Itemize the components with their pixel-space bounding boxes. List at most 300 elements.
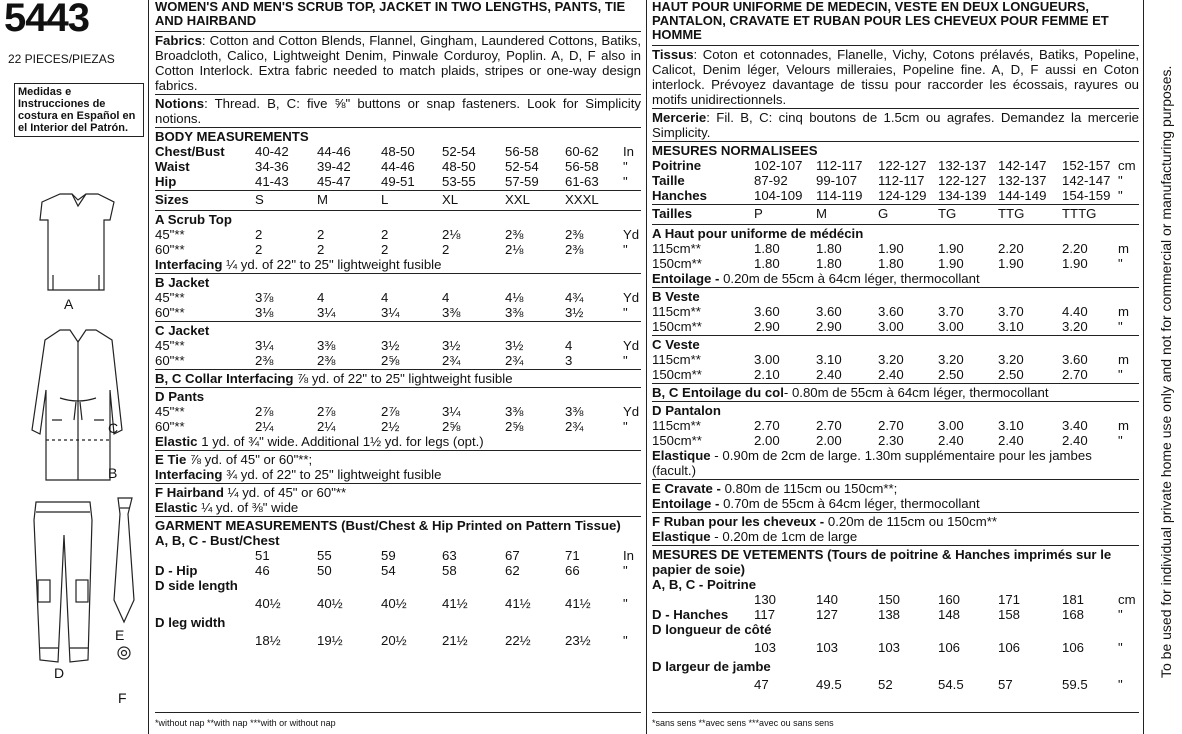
section-title: B Jacket [155,275,210,290]
row-value: 56-58 [505,144,539,159]
row-value: 3.20 [938,352,964,367]
row-value: 132-137 [938,158,987,173]
pieces-count: 22 PIECES/PIEZAS [8,52,115,66]
fr-sizes-row [652,206,1139,223]
row-label: Waist [155,159,190,174]
fr-section-6-title [652,514,1139,529]
row-unit: " [623,633,628,648]
row-value: 3.70 [998,304,1024,319]
note-text: - 0.90m de 2cm de large. 1.30m supplémentaire pour les jambes (facult.) [652,448,1092,478]
row-value: 54.5 [938,677,964,692]
row-value: 2.20 [998,241,1024,256]
fr-rule-notions [652,141,1139,142]
row-label: 45"** [155,227,185,242]
en-rule-section-3 [155,387,641,388]
view-label-a: A [64,296,74,312]
garment-row-label: D longueur de côté [652,622,772,637]
row-value: 2⅝ [505,419,524,434]
fabrics-label: Fabrics [155,33,202,48]
row-label: 60"** [155,242,185,257]
row-unit: cm [1118,592,1136,607]
row-unit: m [1118,241,1129,256]
row-value: 4 [381,290,389,305]
row-value: 138 [878,607,901,622]
row-value: 2⅜ [565,227,584,242]
row-value: 122-127 [938,173,987,188]
row-value: 2⅝ [442,419,461,434]
row-value: 3⅜ [505,404,524,419]
row-value: 3⅜ [505,305,524,320]
row-value: 40½ [381,596,407,611]
garment-row-label: D largeur de jambe [652,659,771,674]
en-rule-section-6 [155,516,641,517]
row-label: 115cm** [652,304,701,319]
note-text: ¼ yd. of 22" to 25" lightweight fusible [222,257,442,272]
row-label: 60"** [155,353,185,368]
row-value: 61-63 [565,174,599,189]
row-value: 3½ [565,305,584,320]
notions-label: Mercerie [652,110,707,125]
row-unit: " [1118,433,1123,448]
sizes-label: Tailles [652,206,693,221]
row-value: 171 [998,592,1021,607]
row-value: 44-46 [381,159,415,174]
row-value: 2.70 [1062,367,1088,382]
row-value: 2.70 [754,418,780,433]
row-value: 2½ [381,419,400,434]
en-rule-section-5 [155,483,641,484]
row-value: 3⅞ [255,290,274,305]
row-value: 41-43 [255,174,289,189]
row-value: 56-58 [565,159,599,174]
row-value: 45-47 [317,174,351,189]
row-label: D - Hanches [652,607,729,622]
fr-row [652,607,1139,622]
row-value: 3½ [442,338,461,353]
view-label-f: F [118,690,127,706]
en-rule-footnote [155,712,641,713]
section-title: D Pantalon [652,403,721,418]
fr-section-3-title [652,385,1139,400]
note-label: Elastic [155,434,198,449]
view-label-d: D [54,665,65,681]
en-section-3-title [155,371,641,386]
row-value: 106 [998,640,1021,655]
row-value: 3.60 [878,304,904,319]
en-rule-sizes [155,210,641,211]
row-value: 52-54 [505,159,539,174]
note-text: - 0.20m de 1cm de large [710,529,858,544]
note-text: 0.20m de 55cm à 64cm léger, thermocollant [719,271,980,286]
en-section-6-title [155,485,641,500]
row-value: 106 [938,640,961,655]
row-value: 2.10 [754,367,780,382]
row-unit: " [623,174,628,189]
row-value: 3.20 [878,352,904,367]
row-value: 112-117 [878,173,925,188]
row-value: 41½ [565,596,591,611]
sizes-label: Sizes [155,192,189,207]
fr-row [652,352,1139,367]
en-rule-fabrics [155,94,641,95]
en-fabrics [155,33,641,93]
row-value: 4.40 [1062,304,1088,319]
row-value: 103 [878,640,901,655]
en-notions [155,96,641,126]
size-4: XXL [505,192,530,207]
row-value: 122-127 [878,158,927,173]
row-value: 102-107 [754,158,803,173]
row-value: 3 [565,353,573,368]
row-value: 3½ [381,338,400,353]
row-value: 71 [565,548,580,563]
row-value: 3¼ [381,305,400,320]
fr-row [652,367,1139,382]
section-title: A Haut pour uniforme de médécin [652,226,864,241]
fr-garment-values [652,677,1139,692]
fabrics-text: : Cotton and Cotton Blends, Flannel, Gingham, Laundered Cottons, Batiks, Broadcloth, Calico, Lightweight Denim, Pinwale Corduroy, Poplin. A, D, F also in Cotton Interlock. Extra fabric needed to match plaids, stripes or one-way design fabrics. [155,33,641,93]
fr-rule-body [652,204,1139,205]
en-row [155,353,641,368]
row-value: 2⅝ [381,353,400,368]
row-value: 3.70 [938,304,964,319]
row-value: 2.40 [878,367,904,382]
row-value: 2¾ [565,419,584,434]
section-title: B Veste [652,289,700,304]
row-value: 2.20 [1062,241,1088,256]
row-value: 148 [938,607,961,622]
fr-rule-section-4 [652,479,1139,480]
row-label: 115cm** [652,352,701,367]
pattern-number: 5443 [4,0,89,40]
row-value: 62 [505,563,520,578]
en-body-title: BODY MEASUREMENTS [155,129,309,144]
fr-footnote: *sans sens **avec sens ***avec ou sans sens [652,718,834,728]
section-title: C Jacket [155,323,210,338]
row-unit: m [1118,304,1129,319]
section-title: B, C Collar Interfacing [155,371,294,386]
row-unit: Yd [623,290,640,305]
row-value: 152-157 [1062,158,1111,173]
note-label: Elastic [155,500,198,515]
french-column [652,0,1139,734]
row-unit: " [1118,256,1123,271]
row-value: 44-46 [317,144,351,159]
english-column [155,0,641,734]
row-value: 3¼ [255,338,274,353]
garment-row-label: D side length [155,578,238,593]
fr-row [652,319,1139,334]
section-inline: ⅞ yd. of 45" or 60"**; [186,452,313,467]
row-label: 45"** [155,338,185,353]
row-value: 2¾ [505,353,524,368]
fr-rule-fabrics [652,108,1139,109]
fr-garment-title: MESURES DE VETEMENTS (Tours de poitrine & Hanches imprimés sur le papier de soie) [652,547,1112,577]
row-value: 60-62 [565,144,599,159]
fr-rule-section-3 [652,401,1139,402]
garment-row-label: A, B, C - Bust/Chest [155,533,280,548]
row-value: 2.00 [754,433,780,448]
en-row [155,563,641,578]
fabrics-label: Tissus [652,47,694,62]
en-section-0-title [155,212,641,227]
usage-restriction-text: To be used for individual private home use only and not for commercial or manufacturing purposes. [1158,65,1174,678]
en-rule-title [155,31,641,32]
row-value: 59 [381,548,396,563]
fr-title: HAUT POUR UNIFORME DE MEDECIN, VESTE EN DEUX LONGUEURS, PANTALON, CRAVATE ET RUBAN POUR LES CHEVEUX POUR FEMME ET HOMME [652,0,1109,42]
row-value: 168 [1062,607,1085,622]
row-unit: " [623,159,628,174]
row-unit: " [1118,319,1123,334]
row-value: 4⅛ [505,290,524,305]
row-value: 2⅜ [317,353,336,368]
row-label: Chest/Bust [155,144,225,159]
en-row [155,290,641,305]
en-section-2-title [155,323,641,338]
row-unit: m [1118,418,1129,433]
divider-middle [646,0,647,734]
fr-section-6-note [652,529,1139,544]
row-value: 2⅜ [505,227,524,242]
en-rule-section-1 [155,321,641,322]
fr-rule-section-5 [652,512,1139,513]
note-label: Interfacing [155,467,223,482]
section-title: A Scrub Top [155,212,232,227]
row-value: 52-54 [442,144,476,159]
fr-rule-section-0 [652,287,1139,288]
size-2: L [381,192,389,207]
row-value: 1.80 [816,241,842,256]
row-value: 48-50 [442,159,476,174]
row-value: 2⅛ [442,227,461,242]
row-label: 150cm** [652,319,702,334]
row-unit: " [1118,677,1123,692]
en-row [155,419,641,434]
size-3: TG [938,206,957,221]
row-value: 142-147 [1062,173,1111,188]
fr-section-4-title [652,403,1139,418]
row-value: 3⅜ [565,404,584,419]
en-garment-values [155,548,641,563]
en-garment-values [155,596,641,611]
row-value: 3¼ [317,305,336,320]
row-value: 40½ [255,596,281,611]
row-value: 18½ [255,633,281,648]
section-title: D Pants [155,389,205,404]
row-value: 2 [442,242,450,257]
row-unit: " [1118,607,1123,622]
row-unit: " [1118,188,1123,203]
row-value: 1.90 [938,256,964,271]
row-value: 59.5 [1062,677,1088,692]
view-e-tie-drawing [114,498,134,622]
row-value: 3.10 [998,319,1024,334]
row-value: 112-117 [816,158,863,173]
row-value: 3.00 [878,319,904,334]
note-text: 1 yd. of ¾" wide. Additional 1½ yd. for legs (opt.) [197,434,484,449]
row-unit: " [1118,173,1123,188]
row-unit: " [623,242,628,257]
size-2: G [878,206,889,221]
row-label: 45"** [155,290,185,305]
fr-rule-footnote [652,712,1139,713]
note-label: Elastique [652,448,711,463]
row-value: 39-42 [317,159,351,174]
section-title: B, C Entoilage du col [652,385,784,400]
row-value: 41½ [505,596,531,611]
row-value: 3.60 [754,304,780,319]
row-value: 2.40 [816,367,842,382]
row-value: 21½ [442,633,468,648]
en-sizes-row [155,192,641,209]
divider-right [1143,0,1144,734]
en-garment-values [155,633,641,648]
row-value: 158 [998,607,1021,622]
row-unit: Yd [623,227,640,242]
row-value: 106 [1062,640,1085,655]
fr-rule-sizes [652,224,1139,225]
fr-section-5-note [652,496,1139,511]
row-value: 87-92 [754,173,788,188]
en-section-6-note [155,500,641,515]
row-value: 2.30 [878,433,904,448]
fr-row [652,173,1139,188]
row-value: 1.90 [878,241,904,256]
row-value: 154-159 [1062,188,1111,203]
row-label: 115cm** [652,418,701,433]
row-value: 140 [816,592,839,607]
en-section-4-note [155,434,641,449]
row-value: 1.80 [878,256,904,271]
size-1: M [816,206,827,221]
en-row [155,144,641,159]
row-value: 2⅜ [565,242,584,257]
en-title: WOMEN'S AND MEN'S SCRUB TOP, JACKET IN TWO LENGTHS, PANTS, TIE AND HAIRBAND [155,0,626,28]
row-value: 127 [816,607,839,622]
row-value: 4¾ [565,290,584,305]
row-unit: cm [1118,158,1136,173]
section-title: E Tie [155,452,187,467]
note-label: Entoilage - [652,496,720,511]
note-label: Interfacing [155,257,223,272]
view-a-scrub-top-drawing [40,194,114,290]
row-value: 99-107 [816,173,858,188]
row-value: 3.60 [816,304,842,319]
row-value: 40-42 [255,144,289,159]
en-rule-section-4 [155,450,641,451]
en-garment-title: GARMENT MEASUREMENTS (Bust/Chest & Hip Printed on Pattern Tissue) [155,518,621,533]
view-label-c: C [108,420,119,436]
row-label: Hanches [652,188,707,203]
en-row [155,404,641,419]
row-value: 4 [442,290,450,305]
row-value: 63 [442,548,457,563]
note-label: Entoilage - [652,271,720,286]
row-value: 49.5 [816,677,842,692]
row-label: 115cm** [652,241,701,256]
row-value: 34-36 [255,159,289,174]
row-value: 57-59 [505,174,539,189]
row-value: 3¼ [442,404,461,419]
row-value: 3.00 [938,319,964,334]
en-section-1-title [155,275,641,290]
spanish-instructions-box: Medidas e Instrucciones de costura en Español en el Interior del Patrón. [14,83,144,137]
row-value: 2⅞ [255,404,274,419]
view-d-pants-drawing [34,502,92,662]
section-title: E Cravate - [652,481,721,496]
row-value: 2⅞ [317,404,336,419]
row-value: 2.50 [998,367,1024,382]
en-section-5-note [155,467,641,482]
fr-body-title: MESURES NORMALISEES [652,143,818,158]
row-value: 2¼ [317,419,336,434]
view-bc-jacket-drawing [32,330,122,480]
row-value: 3.20 [998,352,1024,367]
row-value: 2 [317,242,325,257]
row-label: 150cm** [652,367,702,382]
row-unit: Yd [623,404,640,419]
size-0: S [255,192,264,207]
fr-rule-title [652,45,1139,46]
row-value: 2 [255,227,263,242]
row-label: 45"** [155,404,185,419]
fr-rule-section-6 [652,545,1139,546]
row-value: 54 [381,563,396,578]
note-text: ¼ yd. of ⅜" wide [197,500,299,515]
fr-rule-section-1 [652,335,1139,336]
fr-row [652,256,1139,271]
row-unit: " [623,353,628,368]
size-0: P [754,206,763,221]
row-value: 103 [754,640,777,655]
view-label-e: E [115,627,125,643]
row-unit: " [623,596,628,611]
fr-section-1-title [652,289,1139,304]
row-value: 49-51 [381,174,415,189]
row-value: 3.10 [816,352,842,367]
row-unit: " [1118,367,1123,382]
row-value: 2.70 [878,418,904,433]
size-5: XXXL [565,192,599,207]
row-value: 2.70 [816,418,842,433]
row-value: 22½ [505,633,531,648]
section-inline: 0.80m de 115cm ou 150cm**; [720,481,898,496]
fr-garment-values [652,592,1139,607]
en-section-0-note [155,257,641,272]
row-value: 4 [565,338,573,353]
row-value: 3.00 [754,352,780,367]
fr-section-2-title [652,337,1139,352]
row-value: 2 [381,242,389,257]
row-value: 181 [1062,592,1085,607]
row-value: 53-55 [442,174,476,189]
row-value: 51 [255,548,270,563]
row-value: 2⅛ [505,242,524,257]
row-value: 52 [878,677,893,692]
row-value: 1.90 [998,256,1024,271]
row-label: Poitrine [652,158,702,173]
row-value: 134-139 [938,188,987,203]
row-value: 3⅜ [317,338,336,353]
row-value: 2.00 [816,433,842,448]
row-unit: Yd [623,338,640,353]
garment-row-label: D leg width [155,615,226,630]
row-value: 19½ [317,633,343,648]
row-label: 60"** [155,419,185,434]
row-value: 104-109 [754,188,803,203]
row-unit: In [623,144,634,159]
row-value: 55 [317,548,332,563]
